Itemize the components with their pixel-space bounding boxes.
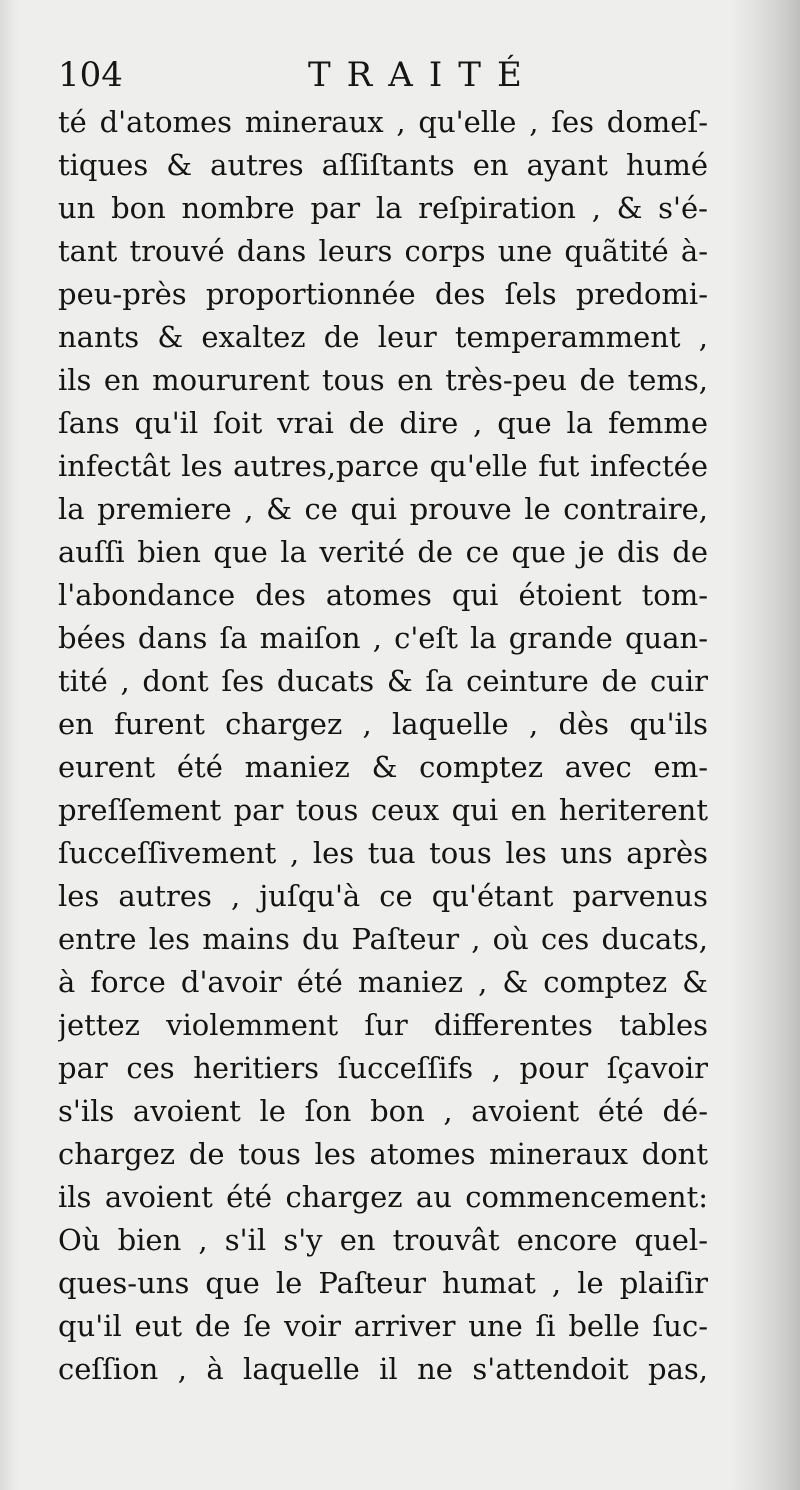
text-line: à force d'avoir été maniez , & comptez & bbox=[58, 965, 708, 999]
text-line: bées dans ſa maiſon , c'eſt la grande quan- bbox=[58, 621, 708, 655]
text-line: tiques & autres aſſiſtants en ayant humé bbox=[58, 148, 708, 182]
text-line: qu'il eut de ſe voir arriver une ſi belle ſuc- bbox=[58, 1309, 708, 1343]
text-line: eurent été maniez & comptez avec em- bbox=[58, 750, 708, 784]
text-line: la premiere , & ce qui prouve le contraire, bbox=[58, 492, 708, 526]
text-line: peu-près proportionnée des ſels predomi- bbox=[58, 277, 708, 311]
text-line: les autres , juſqu'à ce qu'étant parvenus bbox=[58, 879, 708, 913]
text-line: tant trouvé dans leurs corps une quãtité à- bbox=[58, 234, 708, 268]
text-line: s'ils avoient le ſon bon , avoient été dé- bbox=[58, 1094, 708, 1128]
spine-shadow bbox=[730, 0, 800, 1490]
running-title: TRAITÉ bbox=[308, 55, 538, 95]
text-line: chargez de tous les atomes mineraux dont bbox=[58, 1137, 708, 1171]
text-line: preſſement par tous ceux qui en heriterent bbox=[58, 793, 708, 827]
text-line: té d'atomes mineraux , qu'elle , ſes domeſ- bbox=[58, 105, 708, 139]
text-line: ques-uns que le Paſteur humat , le plaiſir bbox=[58, 1266, 708, 1300]
text-line: ils avoient été chargez au commencement: bbox=[58, 1180, 708, 1214]
text-line: en furent chargez , laquelle , dès qu'ils bbox=[58, 707, 708, 741]
text-line: entre les mains du Paſteur , où ces ducats, bbox=[58, 922, 708, 956]
text-line: par ces heritiers ſucceſſifs , pour ſçavoir bbox=[58, 1051, 708, 1085]
text-line: jettez violemment ſur differentes tables bbox=[58, 1008, 708, 1042]
text-line: ſucceſſivement , les tua tous les uns après bbox=[58, 836, 708, 870]
text-line: tité , dont ſes ducats & ſa ceinture de cuir bbox=[58, 664, 708, 698]
page-edge-shadow bbox=[0, 0, 18, 1490]
text-line: ils en moururent tous en très-peu de tems, bbox=[58, 363, 708, 397]
text-line: Où bien , s'il s'y en trouvât encore quel- bbox=[58, 1223, 708, 1257]
text-line: infectât les autres,parce qu'elle fut infectée bbox=[58, 449, 708, 483]
body-text bbox=[58, 101, 708, 1391]
text-line: l'abondance des atomes qui étoient tom- bbox=[58, 578, 708, 612]
text-line: auſſi bien que la verité de ce que je dis de bbox=[58, 535, 708, 569]
text-line: nants & exaltez de leur temperamment , bbox=[58, 320, 708, 354]
text-line: ceſſion , à laquelle il ne s'attendoit pas, bbox=[58, 1352, 708, 1386]
text-line: ſans qu'il ſoit vrai de dire , que la femme bbox=[58, 406, 708, 440]
page-number: 104 bbox=[58, 55, 123, 95]
page-header bbox=[58, 50, 758, 100]
text-line: un bon nombre par la reſpiration , & s'é- bbox=[58, 191, 708, 225]
